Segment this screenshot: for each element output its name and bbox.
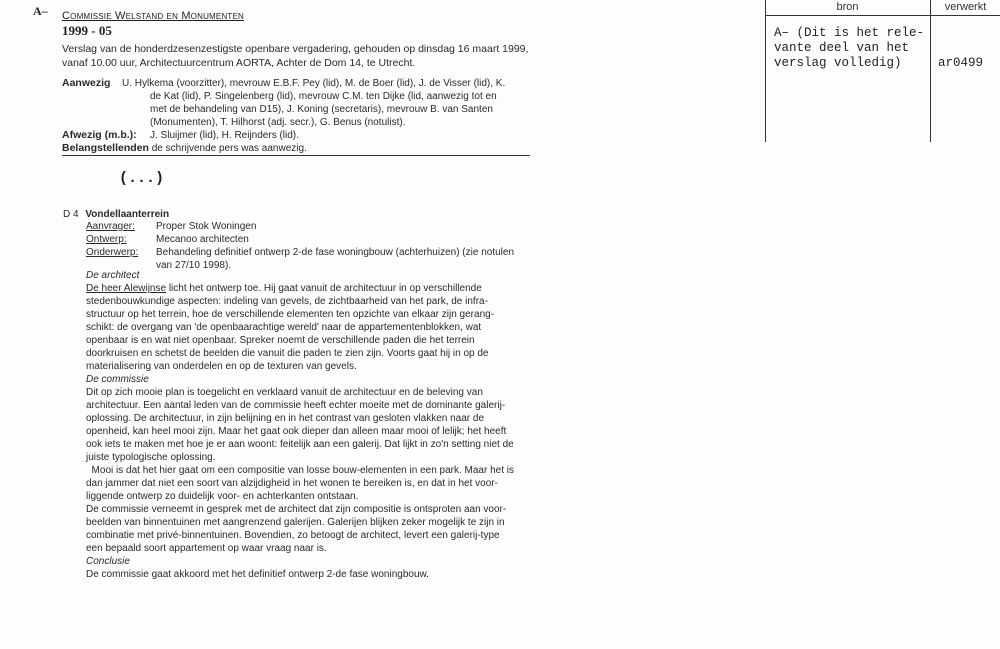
commission-line: openheid, kan heel mooi zijn. Maar het gaat ook dieper dan alleen maar mooi of lelijk; het heeft	[86, 426, 507, 437]
present-line: met de behandeling van D15), J. Koning (secretaris), mevrouw B. van Santen	[150, 104, 493, 115]
stamp-note-line: vante deel van het	[774, 41, 910, 55]
intro-line: Verslag van de honderdzesenzestigste openbare vergadering, gehouden op dinsdag 16 maart 1999,	[62, 43, 529, 55]
commission-line: architectuur. Een aantal leden van de commissie heeft echter moeite met de dominante galerij-	[86, 400, 506, 411]
commission-line: combinatie met privé-binnentuinen. Bovendien, zo betoogt de architect, levert een galerij-type	[86, 530, 500, 541]
header-rule	[62, 155, 530, 156]
architect-first-line	[86, 282, 514, 295]
stamp-note-line: verslag volledig)	[774, 56, 902, 70]
commission-line: ook iets te maken met hoe je er aan woont: feitelijk aan een galerij. Dat lijkt in zo'n setting niet de	[86, 439, 514, 450]
field-row	[86, 233, 514, 246]
commission-line: dan jammer dat niet een soort van alzijdigheid in het wonen te bereiken is, en dat in het voor-	[86, 478, 498, 489]
margin-mark: A–	[33, 4, 48, 18]
present-line: (Monumenten), T. Hilhorst (adj. secr.), G. Benus (notulist).	[150, 117, 406, 128]
ellipsis: (...)	[119, 170, 165, 187]
intro-line: vanaf 10.00 uur, Architectuurcentrum AORTA, Achter de Dom 14, te Utrecht.	[62, 57, 416, 69]
architect-line: stedenbouwkundige aspecten: indeling van gevels, de zichtbaarheid van het park, de infra-	[86, 296, 488, 307]
absent-text: J. Sluijmer (lid), H. Reijnders (lid).	[150, 130, 299, 141]
col-verwerkt-header: verwerkt	[944, 1, 987, 13]
conclusion-heading: Conclusie	[86, 556, 130, 567]
routing-stamp	[765, 0, 1000, 142]
item-code: D 4	[63, 209, 79, 220]
year-number: 1999 - 05	[62, 23, 112, 38]
field-value: Proper Stok Woningen	[156, 221, 257, 232]
item-fields	[86, 220, 514, 272]
architect-line: materialisering van onderdelen en op de texturen van gevels.	[86, 361, 357, 372]
field-label: Onderwerp:	[86, 247, 139, 258]
commission-heading: De commissie	[86, 374, 149, 385]
stamp-left-rule	[765, 0, 766, 142]
stamp-header-rule	[765, 15, 1000, 16]
present-list-cont	[150, 90, 497, 129]
present-label: Aanwezig	[62, 77, 111, 89]
interested-label: Belangstellenden	[62, 142, 149, 154]
architect-heading: De architect	[86, 270, 140, 281]
conclusion-text: De commissie gaat akkoord met het definitief ontwerp 2-de fase woningbouw.	[86, 569, 429, 580]
commission-line: oplossing. De architectuur, in zijn belijning en in het contrast van gesloten vlakken naar de	[86, 413, 485, 424]
commission-line: De commissie verneemt in gesprek met de architect dat zijn compositie is ontsproten aan voor-	[86, 504, 507, 515]
architect-text: licht het ontwerp toe. Hij gaat vanuit de architectuur in op verschillende	[166, 283, 482, 294]
commission-line: Dit op zich mooie plan is toegelicht en verklaard vanuit de architectuur en de beleving van	[86, 387, 483, 398]
present-list	[122, 77, 505, 90]
stamp-note-line: A– (Dit is het rele-	[774, 26, 925, 40]
architect-line: structuur op het terrein, hoe de verschillende elementen ten opzichte van elkaar zijn gerang-	[86, 309, 495, 320]
stamp-note	[774, 26, 924, 71]
architect-line: doorkruisen en schetst de beelden die vanuit die paden te zien zijn. Voorts gaat hij in op de	[86, 348, 489, 359]
interested-row	[62, 142, 307, 155]
field-cont: van 27/10 1998).	[156, 260, 232, 271]
field-row	[86, 220, 514, 233]
present-line: de Kat (lid), P. Singelenberg (lid), mevrouw C.M. ten Dijke (lid, aanwezig tot en	[150, 91, 497, 102]
field-row	[86, 246, 514, 259]
col-bron-header: bron	[836, 1, 859, 13]
item-title: Vondellaanterrein	[85, 209, 170, 220]
stamp-mid-rule	[930, 0, 931, 142]
org-name: Commissie Welstand en Monumenten	[62, 10, 245, 22]
commission-line: een bepaald soort appartement op waar vraag naar is.	[86, 543, 327, 554]
architect-line: openbaar is en wat niet openbaar. Spreker noemt de verschillende paden die het terrein	[86, 335, 475, 346]
field-value: Mecanoo architecten	[156, 234, 249, 245]
commission-line: liggende ontwerp zo duidelijk voor- en achterkanten ontstaan.	[86, 491, 359, 502]
absent-label: Afwezig (m.b.):	[62, 129, 137, 141]
architect-section	[86, 269, 514, 581]
field-label: Aanvrager:	[86, 221, 135, 232]
interested-text: de schrijvende pers was aanwezig.	[148, 143, 307, 154]
commission-line: Mooi is dat het hier gaat om een compositie van losse bouw-elementen in een park. Maar het is	[86, 465, 515, 476]
architect-speaker: De heer Alewijnse	[86, 283, 167, 294]
field-label: Ontwerp:	[86, 234, 127, 245]
present-line: U. Hylkema (voorzitter), mevrouw E.B.F. Pey (lid), M. de Boer (lid), J. de Visser (lid), K.	[122, 78, 506, 89]
field-value: Behandeling definitief ontwerp 2-de fase woningbouw (achterhuizen) (zie notulen	[156, 247, 515, 258]
stamp-code: ar0499	[938, 56, 984, 70]
commission-line: beelden van binnentuinen met aangrenzend galerijen. Galerijen blijken zeker mogelijk te zijn in	[86, 517, 505, 528]
meeting-intro	[62, 42, 528, 70]
architect-line: schikt: de overgang van 'de openbaarachtige wereld' naar de appartementenblokken, wat	[86, 322, 482, 333]
commission-line: juiste typologische oplossing.	[86, 452, 216, 463]
